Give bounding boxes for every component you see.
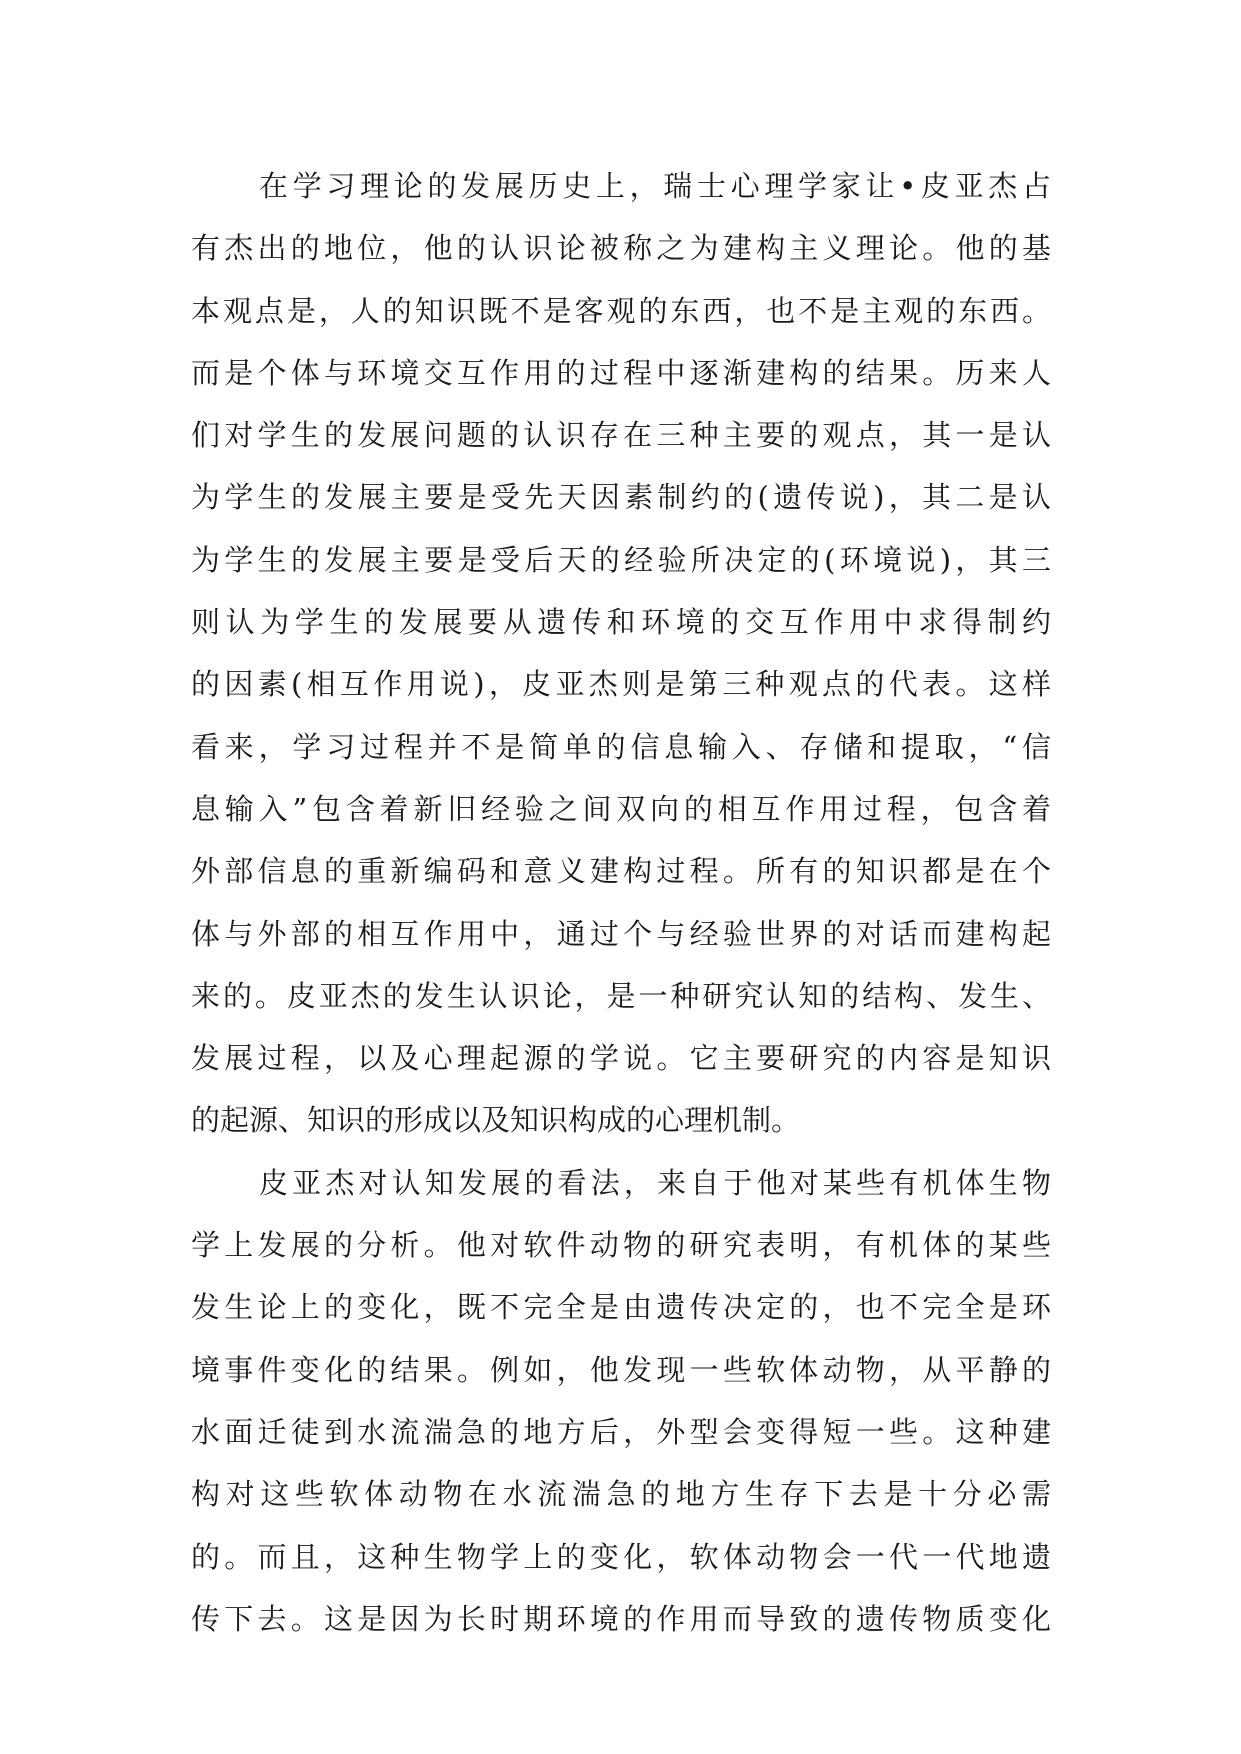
text-line: 发生论上的变化，既不完全是由遗传决定的，也不完全是环 [191,1290,1051,1325]
text-line: 传下去。这是因为长时期环境的作用而导致的遗传物质变化 [191,1601,1051,1636]
text-line: 外部信息的重新编码和意义建构过程。所有的知识都是在个 [191,854,1051,889]
text-line: 的。而且，这种生物学上的变化，软体动物会一代一代地遗 [191,1539,1051,1574]
text-line: 看来，学习过程并不是简单的信息输入、存储和提取，“信 [191,729,1051,764]
text-line: 们对学生的发展问题的认识存在三种主要的观点，其一是认 [191,418,1051,453]
text-line: 有杰出的地位，他的认识论被称之为建构主义理论。他的基 [191,231,1051,266]
text-line: 的因素(相互作用说)，皮亚杰则是第三种观点的代表。这样 [191,667,1051,702]
text-line: 则认为学生的发展要从遗传和环境的交互作用中求得制约 [191,605,1051,640]
text-line: 为学生的发展主要是受先天因素制约的(遗传说)，其二是认 [191,480,1051,515]
text-line: 发展过程，以及心理起源的学说。它主要研究的内容是知识 [191,1041,1051,1076]
text-line: 学上发展的分析。他对软件动物的研究表明，有机体的某些 [191,1228,1051,1263]
text-line: 而是个体与环境交互作用的过程中逐渐建构的结果。历来人 [191,355,1051,390]
text-line: 在学习理论的发展历史上，瑞士心理学家让•皮亚杰占 [259,169,1051,203]
text-line: 境事件变化的结果。例如，他发现一些软体动物，从平静的 [191,1352,1051,1387]
text-line: 本观点是，人的知识既不是客观的东西，也不是主观的东西。 [191,293,1051,328]
document-body [191,155,1051,1650]
text-line: 皮亚杰对认知发展的看法，来自于他对某些有机体生物 [259,1165,1051,1200]
text-line: 构对这些软体动物在水流湍急的地方生存下去是十分必需 [191,1477,1051,1512]
text-line: 水面迁徒到水流湍急的地方后，外型会变得短一些。这种建 [191,1414,1051,1449]
text-line: 体与外部的相互作用中，通过个与经验世界的对话而建构起 [191,916,1051,951]
text-line: 为学生的发展主要是受后天的经验所决定的(环境说)，其三 [191,542,1051,577]
paragraph-1 [191,155,1051,1152]
text-line: 来的。皮亚杰的发生认识论，是一种研究认知的结构、发生、 [191,978,1051,1013]
text-line: 息输入”包含着新旧经验之间双向的相互作用过程，包含着 [191,791,1051,826]
paragraph-2 [191,1152,1051,1650]
text-line: 的起源、知识的形成以及知识构成的心理机制。 [191,1103,801,1138]
